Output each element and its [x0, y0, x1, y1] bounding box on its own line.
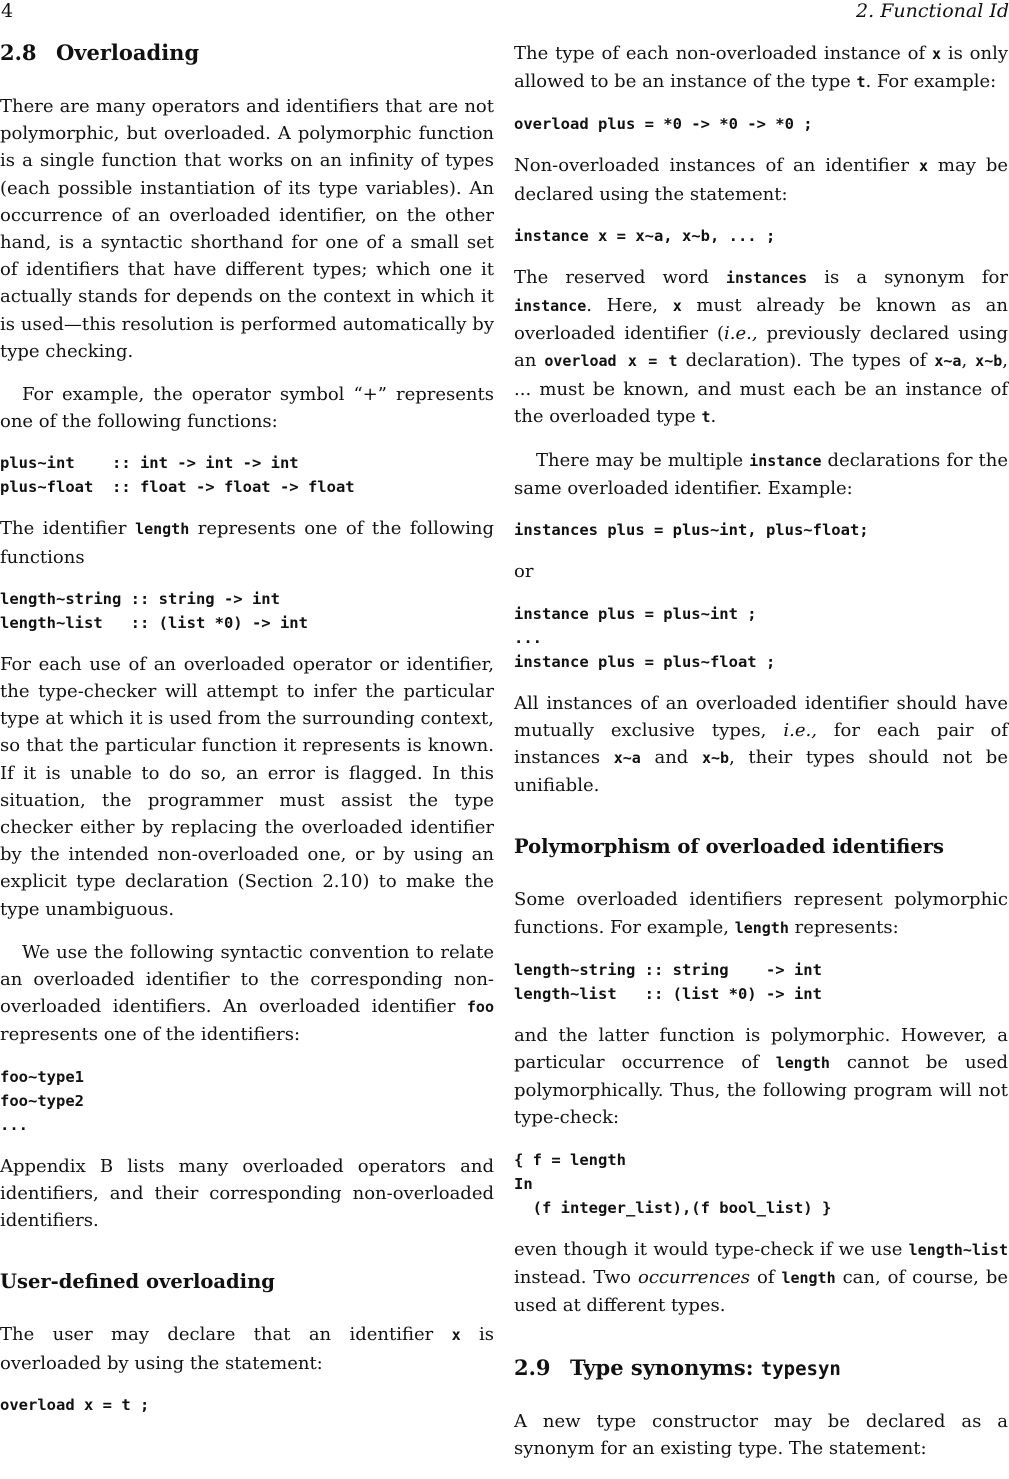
right-column: [514, 40, 1008, 1479]
paragraph: Non-overloaded instances of an identifier x may be declared using the statement:: [514, 155, 1008, 205]
code-block: length~string :: string -> int length~list :: (list *0) -> int: [514, 960, 822, 1003]
section-heading-2-9: 2.9 Type synonyms: typesyn: [514, 1355, 841, 1381]
paragraph: The user may declare that an identifier x is overloaded by using the statement:: [0, 1324, 494, 1374]
paragraph: Some overloaded identifiers represent polymorphic functions. For example, length represents:: [514, 889, 1008, 938]
code-block: instance x = x~a, x~b, ... ;: [514, 226, 776, 245]
code-block: instance plus = plus~int ; ... instance plus = plus~float ;: [514, 604, 776, 671]
paragraph: We use the following syntactic convention to relate an overloaded identifier to the corresponding non-overloaded identifiers. An overloaded identifier foo represents one of the identifiers:: [0, 941, 494, 1046]
paragraph: Appendix B lists many overloaded operators and identifiers, and their corresponding non-overloaded identifiers.: [0, 1155, 494, 1232]
paragraph: The identifier length represents one of the following functions: [0, 518, 494, 568]
subsection-heading: Polymorphism of overloaded identifiers: [514, 835, 945, 859]
code-block: instances plus = plus~int, plus~float;: [514, 521, 869, 540]
paragraph: For each use of an overloaded operator or identifier, the type-checker will attempt to infer the particular type at which it is used from the surrounding context, so that the particular function it represents is known. If it is unable to do so, an error is flagged. In this situation, the programmer must assist the type checker either by replacing the overloaded identifier by the intended non-overloaded one, or by using an explicit type declaration (Section 2.10) to make the type unambiguous.: [0, 653, 494, 920]
code-block: foo~type1 foo~type2 ...: [0, 1067, 84, 1134]
code-block: plus~int :: int -> int -> int plus~float :: float -> float -> float: [0, 454, 355, 497]
code-block: { f = length In (f integer_list),(f bool_list) }: [514, 1150, 832, 1217]
paragraph: The reserved word instances is a synonym for instance. Here, x must already be known as an overloaded identifier (i.e., previously declared using an overload x = t declaration). The types of x~a, x~b, ... must be known, and must each be an instance of the overloaded type t.: [514, 266, 1009, 427]
paragraph: There may be multiple instance declarations for the same overloaded identifier. Example:: [514, 450, 1009, 500]
subsection-heading: User-defined overloading: [0, 1270, 275, 1294]
left-column: [0, 40, 494, 1433]
paragraph: or: [514, 561, 534, 583]
paragraph: The type of each non-overloaded instance of x is only allowed to be an instance of the type t. For example:: [514, 43, 1009, 93]
page-number: 4: [1, 0, 14, 22]
paragraph: For example, the operator symbol “+” represents one of the following functions:: [0, 384, 494, 433]
paragraph: and the latter function is polymorphic. However, a particular occurrence of length cannot be used polymorphically. Thus, the following program will not type-check:: [514, 1024, 1008, 1129]
code-block: length~string :: string -> int length~list :: (list *0) -> int: [0, 589, 308, 632]
paragraph: even though it would type-check if we use length~list instead. Two occurrences of length can, of course, be used at different types.: [514, 1238, 1008, 1317]
paragraph: There are many operators and identifiers that are not polymorphic, but overloaded. A polymorphic function is a single function that works on an infinity of types (each possible instantiation of its type variables). An occurrence of an overloaded identifier, on the other hand, is a syntactic shorthand for one of a small set of identifiers that have different types; which one it actually stands for depends on the context in which it is used—this resolution is performed automatically by type checking.: [0, 96, 494, 362]
code-block: overload plus = *0 -> *0 -> *0 ;: [514, 115, 813, 134]
section-heading-2-8: 2.8 Overloading: [0, 40, 200, 65]
paragraph: A new type constructor may be declared as a synonym for an existing type. The statement:: [514, 1411, 1008, 1460]
paragraph: All instances of an overloaded identifier should have mutually exclusive types, i.e., for each pair of instances x~a and x~b, their types should not be unifiable.: [514, 692, 1008, 797]
code-block: overload x = t ;: [0, 1395, 150, 1414]
running-title: 2. Functional Id: [856, 0, 1009, 22]
